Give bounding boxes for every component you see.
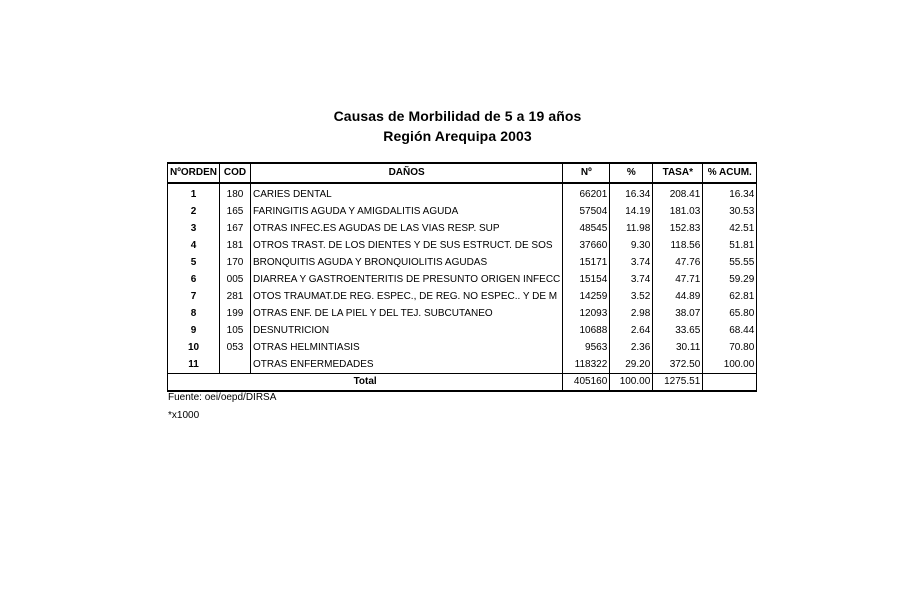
header-cod: COD bbox=[220, 163, 251, 183]
cell-dano: DIARREA Y GASTROENTERITIS DE PRESUNTO ORIGEN INFECC bbox=[251, 271, 563, 288]
cell-n: 66201 bbox=[563, 183, 610, 203]
header-pct: % bbox=[610, 163, 653, 183]
cell-acum: 62.81 bbox=[703, 288, 757, 305]
table-row bbox=[168, 322, 757, 339]
cell-dano: OTRAS ENF. DE LA PIEL Y DEL TEJ. SUBCUTANEO bbox=[251, 305, 563, 322]
cell-pct: 3.74 bbox=[610, 271, 653, 288]
total-row bbox=[168, 374, 757, 392]
cell-acum: 100.00 bbox=[703, 356, 757, 374]
cell-n: 57504 bbox=[563, 203, 610, 220]
cell-n: 37660 bbox=[563, 237, 610, 254]
total-label: Total bbox=[168, 374, 563, 392]
cell-orden: 8 bbox=[168, 305, 220, 322]
source-note: Fuente: oei/oepd/DIRSA bbox=[168, 392, 277, 403]
cell-pct: 14.19 bbox=[610, 203, 653, 220]
cell-cod: 105 bbox=[220, 322, 251, 339]
total-pct: 100.00 bbox=[610, 374, 653, 392]
cell-pct: 2.64 bbox=[610, 322, 653, 339]
cell-dano: FARINGITIS AGUDA Y AMIGDALITIS AGUDA bbox=[251, 203, 563, 220]
table-row bbox=[168, 356, 757, 374]
table-row bbox=[168, 339, 757, 356]
total-n: 405160 bbox=[563, 374, 610, 392]
cell-tasa: 47.71 bbox=[653, 271, 703, 288]
header-tasa: TASA* bbox=[653, 163, 703, 183]
cell-cod: 005 bbox=[220, 271, 251, 288]
cell-n: 9563 bbox=[563, 339, 610, 356]
cell-dano: CARIES DENTAL bbox=[251, 183, 563, 203]
cell-tasa: 152.83 bbox=[653, 220, 703, 237]
cell-orden: 10 bbox=[168, 339, 220, 356]
cell-pct: 11.98 bbox=[610, 220, 653, 237]
table-row bbox=[168, 271, 757, 288]
cell-orden: 5 bbox=[168, 254, 220, 271]
cell-pct: 9.30 bbox=[610, 237, 653, 254]
cell-acum: 70.80 bbox=[703, 339, 757, 356]
cell-dano: OTRAS HELMINTIASIS bbox=[251, 339, 563, 356]
cell-tasa: 118.56 bbox=[653, 237, 703, 254]
cell-cod: 181 bbox=[220, 237, 251, 254]
cell-orden: 2 bbox=[168, 203, 220, 220]
cell-orden: 1 bbox=[168, 183, 220, 203]
cell-cod: 170 bbox=[220, 254, 251, 271]
cell-dano: DESNUTRICION bbox=[251, 322, 563, 339]
cell-n: 12093 bbox=[563, 305, 610, 322]
cell-pct: 3.52 bbox=[610, 288, 653, 305]
cell-cod: 180 bbox=[220, 183, 251, 203]
table-row bbox=[168, 220, 757, 237]
cell-dano: BRONQUITIS AGUDA Y BRONQUIOLITIS AGUDAS bbox=[251, 254, 563, 271]
cell-acum: 68.44 bbox=[703, 322, 757, 339]
cell-pct: 16.34 bbox=[610, 183, 653, 203]
footnote: *x1000 bbox=[168, 410, 200, 421]
cell-cod bbox=[220, 356, 251, 374]
cell-orden: 9 bbox=[168, 322, 220, 339]
cell-tasa: 33.65 bbox=[653, 322, 703, 339]
cell-tasa: 208.41 bbox=[653, 183, 703, 203]
cell-dano: OTOS TRAUMAT.DE REG. ESPEC., DE REG. NO ESPEC.. Y DE M bbox=[251, 288, 563, 305]
morbidity-table bbox=[167, 162, 757, 392]
cell-dano: OTRAS ENFERMEDADES bbox=[251, 356, 563, 374]
cell-n: 10688 bbox=[563, 322, 610, 339]
cell-n: 15171 bbox=[563, 254, 610, 271]
total-acum bbox=[703, 374, 757, 392]
cell-acum: 51.81 bbox=[703, 237, 757, 254]
cell-acum: 59.29 bbox=[703, 271, 757, 288]
header-orden: NºORDEN bbox=[168, 163, 220, 183]
cell-acum: 16.34 bbox=[703, 183, 757, 203]
cell-orden: 11 bbox=[168, 356, 220, 374]
cell-tasa: 44.89 bbox=[653, 288, 703, 305]
cell-tasa: 30.11 bbox=[653, 339, 703, 356]
table-row bbox=[168, 288, 757, 305]
cell-n: 118322 bbox=[563, 356, 610, 374]
cell-cod: 281 bbox=[220, 288, 251, 305]
cell-orden: 6 bbox=[168, 271, 220, 288]
table-subtitle: Región Arequipa 2003 bbox=[383, 128, 532, 144]
cell-tasa: 372.50 bbox=[653, 356, 703, 374]
cell-orden: 7 bbox=[168, 288, 220, 305]
table-row bbox=[168, 237, 757, 254]
cell-pct: 3.74 bbox=[610, 254, 653, 271]
cell-cod: 167 bbox=[220, 220, 251, 237]
cell-orden: 3 bbox=[168, 220, 220, 237]
cell-tasa: 181.03 bbox=[653, 203, 703, 220]
cell-orden: 4 bbox=[168, 237, 220, 254]
cell-acum: 42.51 bbox=[703, 220, 757, 237]
cell-acum: 55.55 bbox=[703, 254, 757, 271]
cell-cod: 053 bbox=[220, 339, 251, 356]
total-tasa: 1275.51 bbox=[653, 374, 703, 392]
cell-cod: 165 bbox=[220, 203, 251, 220]
table-row bbox=[168, 305, 757, 322]
cell-pct: 29.20 bbox=[610, 356, 653, 374]
table-row bbox=[168, 183, 757, 203]
header-danos: DAÑOS bbox=[251, 163, 563, 183]
cell-dano: OTROS TRAST. DE LOS DIENTES Y DE SUS ESTRUCT. DE SOS bbox=[251, 237, 563, 254]
cell-pct: 2.98 bbox=[610, 305, 653, 322]
table-row bbox=[168, 203, 757, 220]
table-header-row bbox=[168, 163, 757, 183]
cell-acum: 65.80 bbox=[703, 305, 757, 322]
cell-cod: 199 bbox=[220, 305, 251, 322]
cell-acum: 30.53 bbox=[703, 203, 757, 220]
table-title: Causas de Morbilidad de 5 a 19 años bbox=[333, 108, 582, 124]
cell-n: 48545 bbox=[563, 220, 610, 237]
cell-dano: OTRAS INFEC.ES AGUDAS DE LAS VIAS RESP. SUP bbox=[251, 220, 563, 237]
cell-n: 14259 bbox=[563, 288, 610, 305]
cell-n: 15154 bbox=[563, 271, 610, 288]
cell-tasa: 47.76 bbox=[653, 254, 703, 271]
cell-pct: 2.36 bbox=[610, 339, 653, 356]
header-n: Nº bbox=[563, 163, 610, 183]
cell-tasa: 38.07 bbox=[653, 305, 703, 322]
table-row bbox=[168, 254, 757, 271]
header-acum: % ACUM. bbox=[703, 163, 757, 183]
